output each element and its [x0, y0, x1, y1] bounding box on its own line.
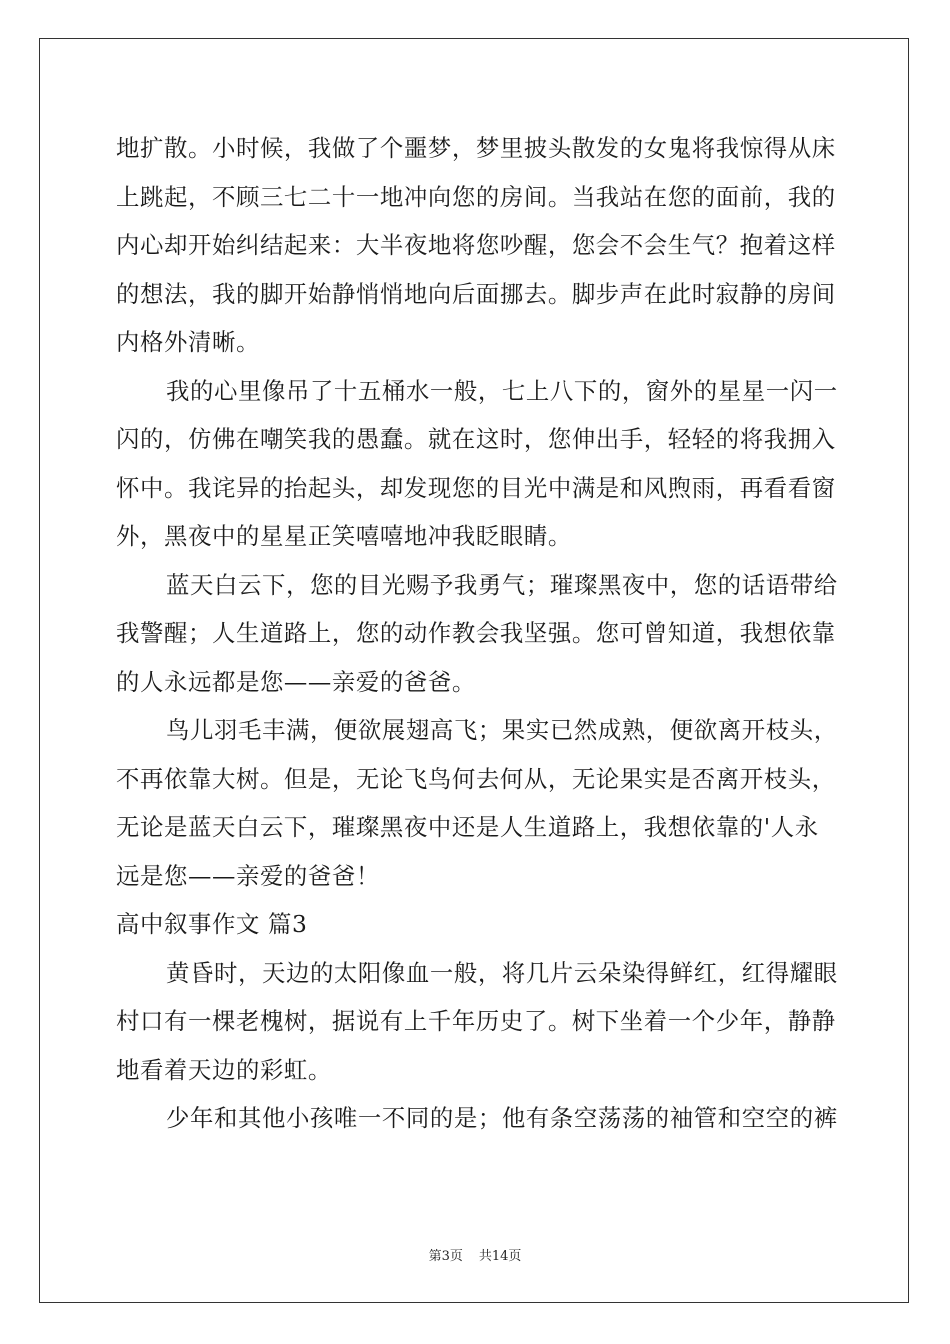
text-line: 内格外清晰。: [116, 328, 260, 356]
text-line: 地扩散。小时候，我做了个噩梦，梦里披头散发的女鬼将我惊得从床: [116, 134, 836, 162]
text-line: 不再依靠大树。但是，无论飞鸟何去何从，无论果实是否离开枝头，: [116, 764, 836, 793]
text-line: 上跳起，不顾三七二十一地冲向您的房间。当我站在您的面前，我的: [116, 182, 836, 211]
text-line: 地看着天边的彩虹。: [116, 1055, 332, 1084]
text-line: 远是您——亲爱的爸爸！: [116, 861, 380, 890]
page-total: 共14页: [478, 1249, 522, 1264]
section-heading: 高中叙事作文 篇3: [116, 910, 308, 938]
text-line: 鸟儿羽毛丰满，便欲展翅高飞；果实已然成熟，便欲离开枝头，: [166, 716, 838, 744]
document-body: [116, 124, 836, 1143]
page-footer: [0, 1249, 950, 1265]
text-line: 无论是蓝天白云下，璀璨黑夜中还是人生道路上，我想依靠的'人永: [116, 813, 819, 841]
text-line: 外，黑夜中的星星正笑嘻嘻地冲我眨眼睛。: [116, 522, 572, 550]
text-line: 内心却开始纠结起来：大半夜地将您吵醒，您会不会生气？抱着这样: [116, 231, 836, 259]
text-line: 少年和其他小孩唯一不同的是；他有条空荡荡的袖管和空空的裤: [166, 1104, 838, 1132]
text-line: 的想法，我的脚开始静悄悄地向后面挪去。脚步声在此时寂静的房间: [116, 279, 836, 308]
text-line: 的人永远都是您——亲爱的爸爸。: [116, 667, 476, 696]
text-line: 蓝天白云下，您的目光赐予我勇气；璀璨黑夜中，您的话语带给: [166, 570, 838, 599]
text-line: 怀中。我诧异的抬起头，却发现您的目光中满是和风煦雨，再看看窗: [116, 473, 836, 502]
text-line: 闪的，仿佛在嘲笑我的愚蠢。就在这时，您伸出手，轻轻的将我拥入: [116, 425, 836, 453]
text-line: 我的心里像吊了十五桶水一般，七上八下的，窗外的星星一闪一: [166, 376, 838, 405]
text-line: 村口有一棵老槐树，据说有上千年历史了。树下坐着一个少年，静静: [116, 1007, 836, 1035]
page-number: 第3页: [428, 1249, 463, 1264]
text-line: 黄昏时，天边的太阳像血一般，将几片云朵染得鲜红，红得耀眼: [166, 958, 838, 987]
text-line: 我警醒；人生道路上，您的动作教会我坚强。您可曾知道，我想依靠: [116, 619, 836, 647]
